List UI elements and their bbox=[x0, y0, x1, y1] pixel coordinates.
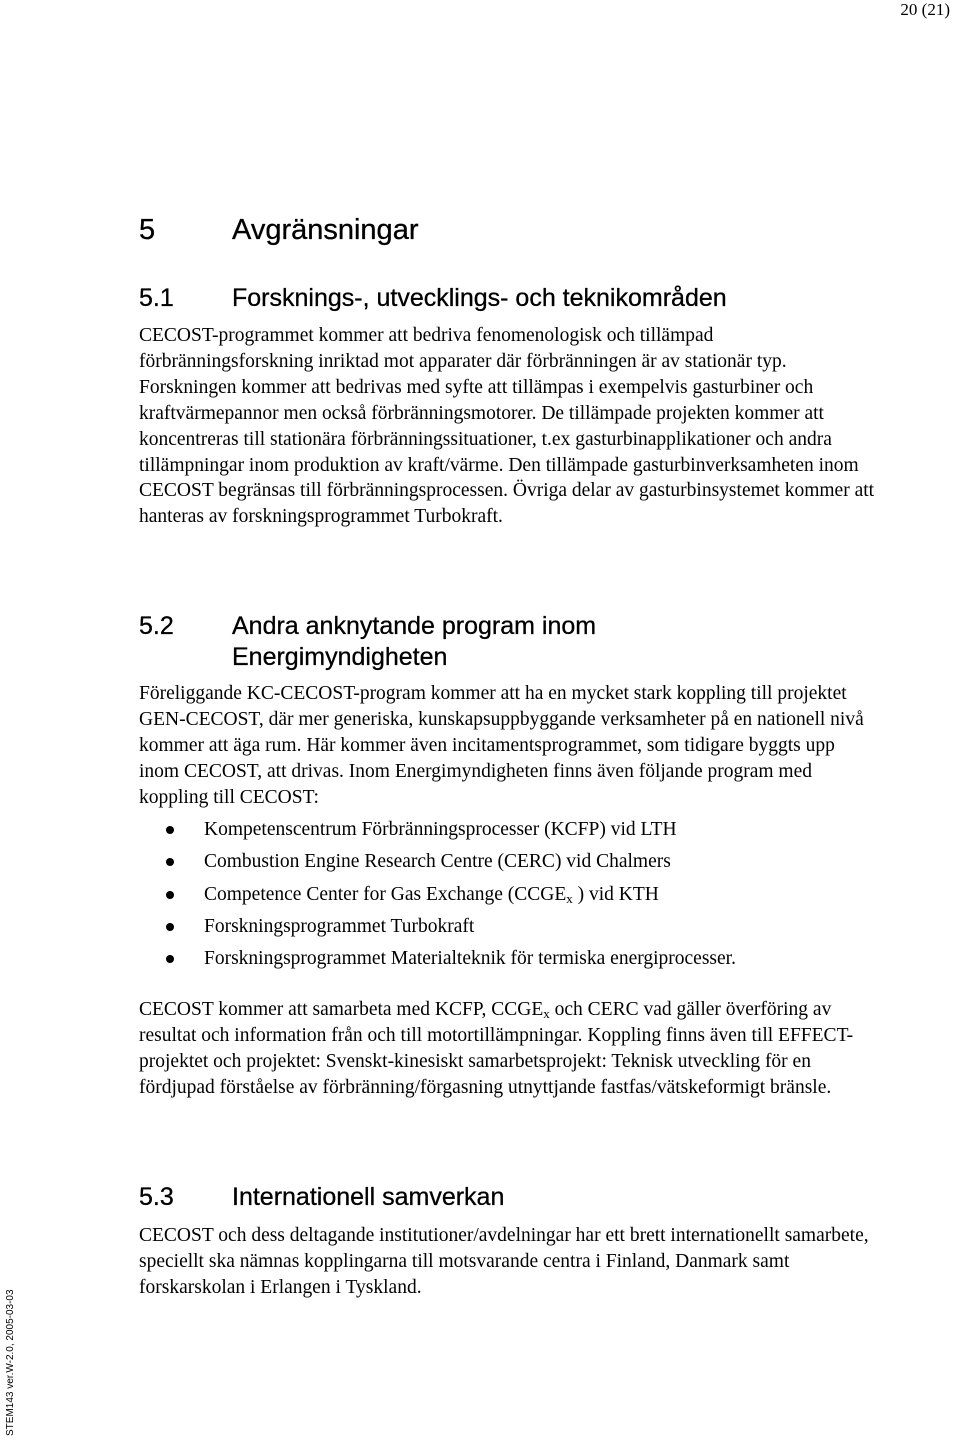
section-5-2-paragraph-2: CECOST kommer att samarbeta med KCFP, $CCGE_x$ och CERC vad gäller överföring av resultat och information från och till motortillämpningar. Koppling finns även till EFFECT-projektet och projektet: Svenskt-kinesiskt samarbetsprojekt: Teknisk utveckling för en fördjupad förståelse av förbränning/förgasning utnyttjande fastfas/vätskeformigt bränsle. bbox=[139, 999, 854, 1098]
section-5-1-heading bbox=[139, 283, 727, 314]
bullet-icon bbox=[166, 858, 174, 866]
section-title-line-1: Andra anknytande program inom bbox=[232, 612, 597, 640]
section-title bbox=[232, 611, 596, 673]
document-version-stamp: STEM143 ver.W-2.0, 2005-03-03 bbox=[5, 1289, 16, 1436]
section-title: Forsknings-, utvecklings- och teknikområden bbox=[232, 284, 727, 312]
section-title: Internationell samverkan bbox=[232, 1183, 505, 1211]
program-list bbox=[139, 814, 899, 975]
section-5-1-paragraph: CECOST-programmet kommer att bedriva fenomenologisk och tillämpad förbränningsforskning inriktad mot apparater där förbränningen är av stationär typ. Forskningen kommer att bedrivas med syfte att tillämpas i exempelvis gasturbiner och kraftvärmepannor men också förbränningsmotorer. De tillämpade projekten kommer att koncentreras till stationära förbränningssituationer, t.ex gasturbinapplikationer och andra tillämpningar inom produktion av kraft/värme. Den tillämpade gasturbinverksamheten inom CECOST begränsas till förbränningsprocessen. Övriga delar av gasturbinsystemet kommer att hanteras av forskningsprogrammet Turbokraft. bbox=[139, 325, 875, 528]
bullet-icon bbox=[166, 826, 174, 834]
section-number: 5.2 bbox=[139, 612, 174, 640]
section-5-2-paragraph-1: Föreliggande KC-CECOST-program kommer att ha en mycket stark koppling till projektet GEN-CECOST, där mer generiska, kunskapsuppbyggande verksamheter på en nationell nivå kommer att äga rum. Här kommer även incitamentsprogrammet, som tidigare byggts upp inom CECOST, att drivas. Inom Energimyndigheten finns även följande program med koppling till CECOST: bbox=[139, 683, 864, 808]
section-5-heading bbox=[139, 210, 418, 250]
section-5-2-heading bbox=[139, 611, 596, 673]
list-item-text: Combustion Engine Research Centre (CERC) vid Chalmers bbox=[204, 851, 671, 873]
section-number: 5.3 bbox=[139, 1183, 174, 1211]
section-title: Avgränsningar bbox=[232, 214, 419, 246]
section-5-3-paragraph: CECOST och dess deltagande institutioner/avdelningar har ett brett internationellt samarbete, speciellt ska nämnas kopplingarna till motsvarande centra i Finland, Danmark samt forskarskolan i Erlangen i Tyskland. bbox=[139, 1225, 869, 1298]
section-number: 5.1 bbox=[139, 284, 174, 312]
section-number: 5 bbox=[139, 214, 156, 246]
bullet-icon bbox=[166, 923, 174, 931]
bullet-icon bbox=[166, 891, 174, 899]
section-5-3-heading bbox=[139, 1182, 504, 1213]
list-item bbox=[139, 846, 899, 878]
section-title-line-2: Energimyndigheten bbox=[232, 643, 448, 671]
list-item bbox=[139, 814, 899, 846]
list-item bbox=[139, 911, 899, 943]
list-item bbox=[139, 943, 899, 975]
list-item-text: Kompetenscentrum Förbränningsprocesser (KCFP) vid LTH bbox=[204, 819, 677, 840]
list-item bbox=[139, 879, 899, 911]
list-item-text: Forskningsprogrammet Turbokraft bbox=[204, 915, 475, 937]
list-item-text: Forskningsprogrammet Materialteknik för termiska energiprocesser. bbox=[204, 948, 736, 970]
page-number: 20 (21) bbox=[900, 0, 950, 19]
bullet-icon bbox=[166, 955, 174, 963]
list-item-text: Competence Center for Gas Exchange ($CCGE_x$ ) vid KTH bbox=[204, 883, 659, 906]
